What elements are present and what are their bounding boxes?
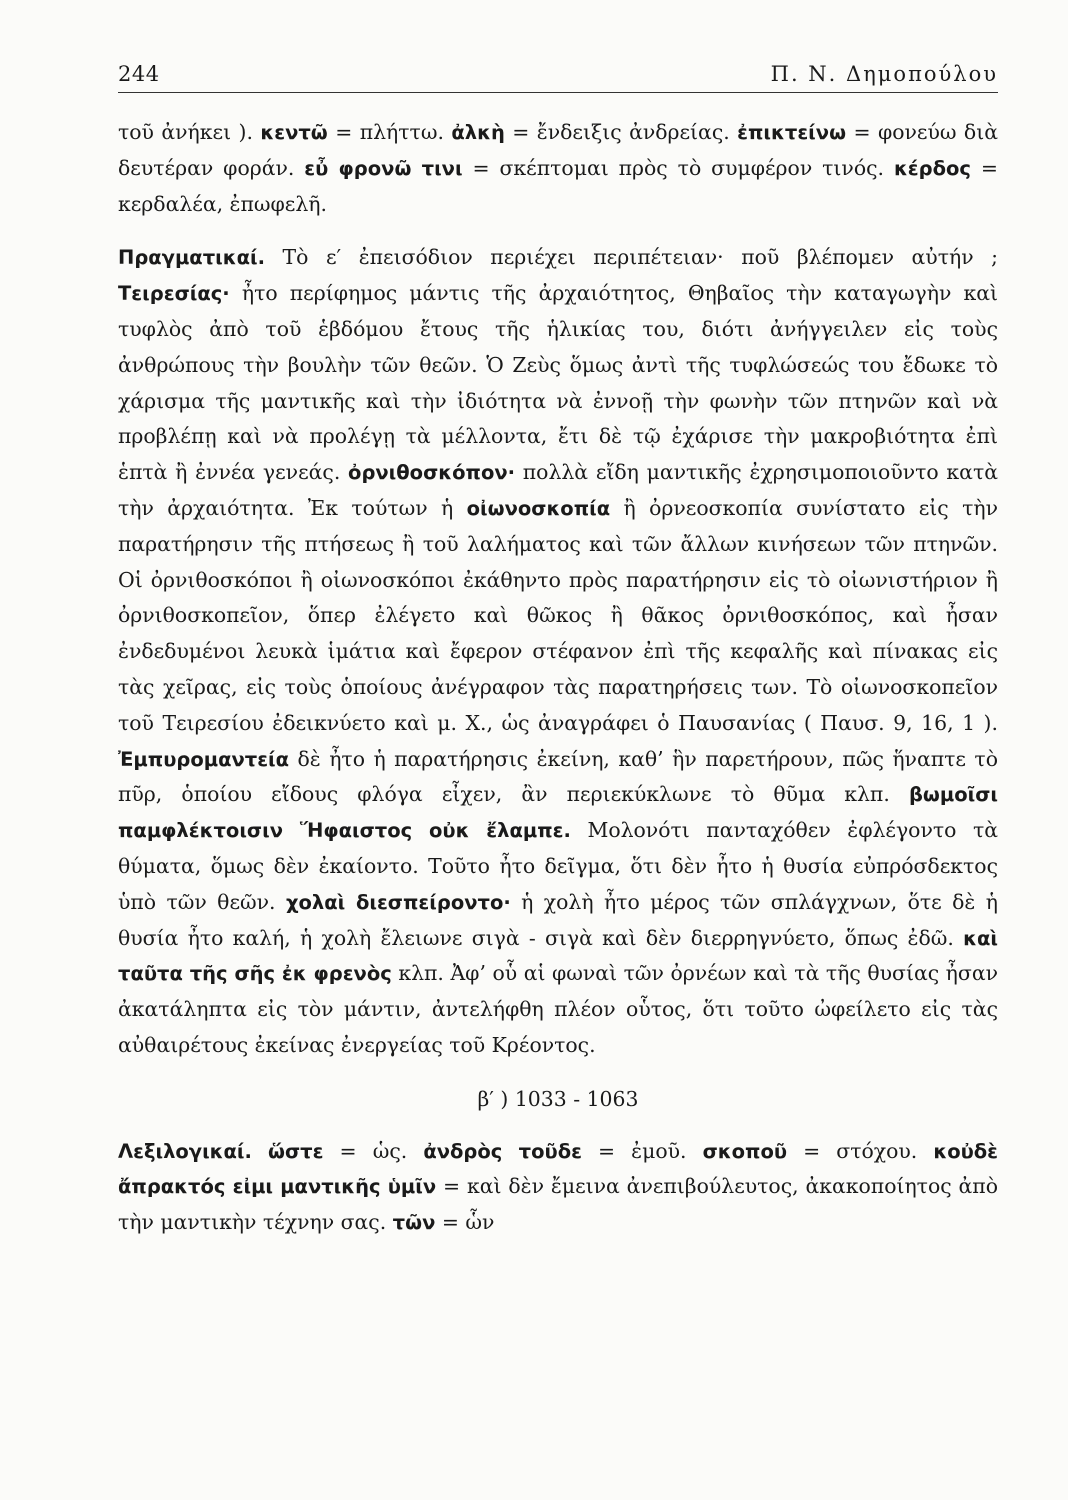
text-run: ἢ ὀρνεοσκοπία συνίστατο εἰς τὴν παρατήρησιν τῆς πτήσεως ἢ τοῦ λαλήματος καὶ τῶν ἄλλων κινήσεων τῶν πτηνῶν. Οἱ ὀρνιθοσκόποι ἢ οἰωνοσκόποι ἐκάθηντο πρὸς παρατήρησιν εἰς τὸ οἰωνιστήριον ἢ ὀρνιθοσκοπεῖον, ὅπερ ἐλέγετο καὶ θῶκος ἢ θᾶκος ὀρνιθοσκόπος, καὶ ἦσαν ἐνδεδυμένοι λευκὰ ἱμάτια καὶ ἔφερον στέφανον ἐπὶ τῆς κεφαλῆς καὶ πίνακας εἰς τὰς χεῖρας, εἰς τοὺς ὁποίους ἀνέγραφον τὰς παρατηρήσεις των. Τὸ οἰωνοσκοπεῖον τοῦ Τειρεσίου ἐδεικνύετο καὶ μ. Χ., ὡς ἀναγράφει ὁ Παυσανίας ( Παυσ. 9, 16, 1 ). [118, 495, 998, 735]
term: τῶν [392, 1211, 436, 1235]
term: ὀρνιθοσκόπον· [348, 461, 516, 485]
text-run: Τὸ ε′ ἐπεισόδιον περιέχει περιπέτειαν· ποῦ βλέπομεν αὐτήν ; [265, 245, 998, 270]
section-heading: β′ ) 1033 - 1063 [477, 1086, 639, 1111]
text-run: ἦτο περίφημος μάντις τῆς ἀρχαιότητος, Θηβαῖος τὴν καταγωγὴν καὶ τυφλὸς ἀπὸ τοῦ ἑβδόμου ἔτους τῆς ἡλικίας του, διότι ἀνήγγειλεν εἰς τοὺς ἀνθρώπους τὴν βουλὴν τῶν θεῶν. Ὁ Ζεὺς ὅμως ἀντὶ τῆς τυφλώσεώς του ἔδωκε τὸ χάρισμα τῆς μαντικῆς καὶ τὴν ἰδιότητα νὰ ἐννοῇ τὴν φωνὴν τῶν πτηνῶν καὶ νὰ προβλέπῃ καὶ νὰ προλέγῃ τὰ μέλλοντα, ἔτι δὲ τῷ ἐχάρισε τὴν μακροβιότητα ἐπὶ ἑπτὰ ἢ ἐννέα γενεάς. [118, 281, 998, 485]
term: χολαὶ διεσπείροντο· [285, 890, 511, 914]
term: ἀνδρὸς τοῦδε [423, 1139, 582, 1163]
paragraph-pragmatikai [118, 240, 998, 1063]
text-run: ἡ χολὴ ἦτο μέρος τῶν σπλάγχνων, ὅτε δὲ ἡ θυσία ἦτο καλή, ἡ χολὴ ἔλειωνε σιγὰ - σιγὰ καὶ δὲν διερρηγνύετο, ὅπως ἐδῶ. [118, 889, 998, 950]
term: κοὐδὲ ἄπρακτός εἰμι μαντικῆς ὑμῖν [118, 1139, 999, 1199]
term: ὥστε [268, 1139, 324, 1163]
term: κεντῶ [260, 121, 328, 144]
term: Ἐμπυρομαντεία [118, 747, 290, 771]
paragraph-glossary-1 [118, 115, 998, 222]
paragraph-lexilogikai [118, 1134, 998, 1241]
text-run: = σκέπτομαι πρὸς τὸ συμφέρον τινός. [462, 155, 894, 180]
section-label: Λεξιλογικαί. [118, 1139, 252, 1163]
page-number: 244 [118, 62, 160, 86]
term: οἰωνοσκοπία [466, 496, 611, 520]
term: βωμοῖσι παμφλέκτοισιν Ἥφαιστος οὐκ ἔλαμπε. [118, 783, 998, 843]
term: σκοποῦ [702, 1139, 788, 1163]
body-text [118, 115, 998, 1241]
text-run: = κερδαλέα, ἐπωφελῆ. [118, 155, 998, 216]
text-run: = φονεύω διὰ δευτέραν φοράν. [118, 120, 998, 180]
text-run: = πλήττω. [327, 120, 452, 144]
text-run: Μολονότι πανταχόθεν ἐφλέγοντο τὰ θύματα, ὅμως δὲν ἐκαίοντο. Τοῦτο ἦτο δεῖγμα, ὅτι δὲν ἦτο ἡ θυσία εὐπρόσδεκτος ὑπὸ τῶν θεῶν. [118, 818, 998, 914]
term: ἀλκὴ [451, 121, 505, 144]
text-run: = καὶ δὲν ἔμεινα ἀνεπιβούλευτος, ἀκακοποίητος ἀπὸ τὴν μαντικὴν τέχνην σας. [118, 1174, 998, 1235]
text-run: = ἐμοῦ. [581, 1138, 703, 1163]
running-title: Π. Ν. Δημοπούλου [770, 62, 998, 86]
text-run: κλπ. Ἀφ’ οὗ αἱ φωναὶ τῶν ὀρνέων καὶ τὰ τῆς θυσίας ἦσαν ἀκατάληπτα εἰς τὸν μάντιν, ἀντελήφθη πλέον οὗτος, ὅτι τοῦτο ὠφείλετο εἰς τὰς αὐθαιρέτους ἐκείνας ἐνεργείας τοῦ Κρέοντος. [118, 961, 998, 1057]
text-run: τοῦ ἀνήκει ). [118, 120, 261, 144]
term: κέρδος [893, 156, 971, 180]
term: εὖ φρονῶ τινι [304, 156, 463, 180]
term: Τειρεσίας· [118, 282, 230, 306]
term: καὶ ταῦτα τῆς σῆς ἐκ φρενὸς [118, 926, 998, 986]
text-run: = ὧν [435, 1210, 495, 1235]
text-run: = ὡς. [323, 1138, 424, 1163]
text-run: = στόχου. [787, 1138, 934, 1163]
running-header [118, 62, 998, 93]
section-label: Πραγματικαί. [118, 246, 266, 270]
text-run [252, 1139, 268, 1163]
page [118, 62, 998, 1241]
text-run: πολλὰ εἴδη μαντικῆς ἐχρησιμοποιοῦντο κατὰ τὴν ἀρχαιότητα. Ἐκ τούτων ἡ [118, 460, 998, 520]
text-run: δὲ ἦτο ἡ παρατήρησις ἐκείνη, καθ’ ἣν παρετήρουν, πῶς ἥναπτε τὸ πῦρ, ὁποίου εἴδους φλόγα εἶχεν, ἂν περιεκύκλωνε τὸ θῦμα κλπ. [118, 746, 998, 807]
text-run: = ἔνδειξις ἀνδρείας. [504, 120, 738, 144]
term: ἐπικτείνω [737, 121, 847, 144]
